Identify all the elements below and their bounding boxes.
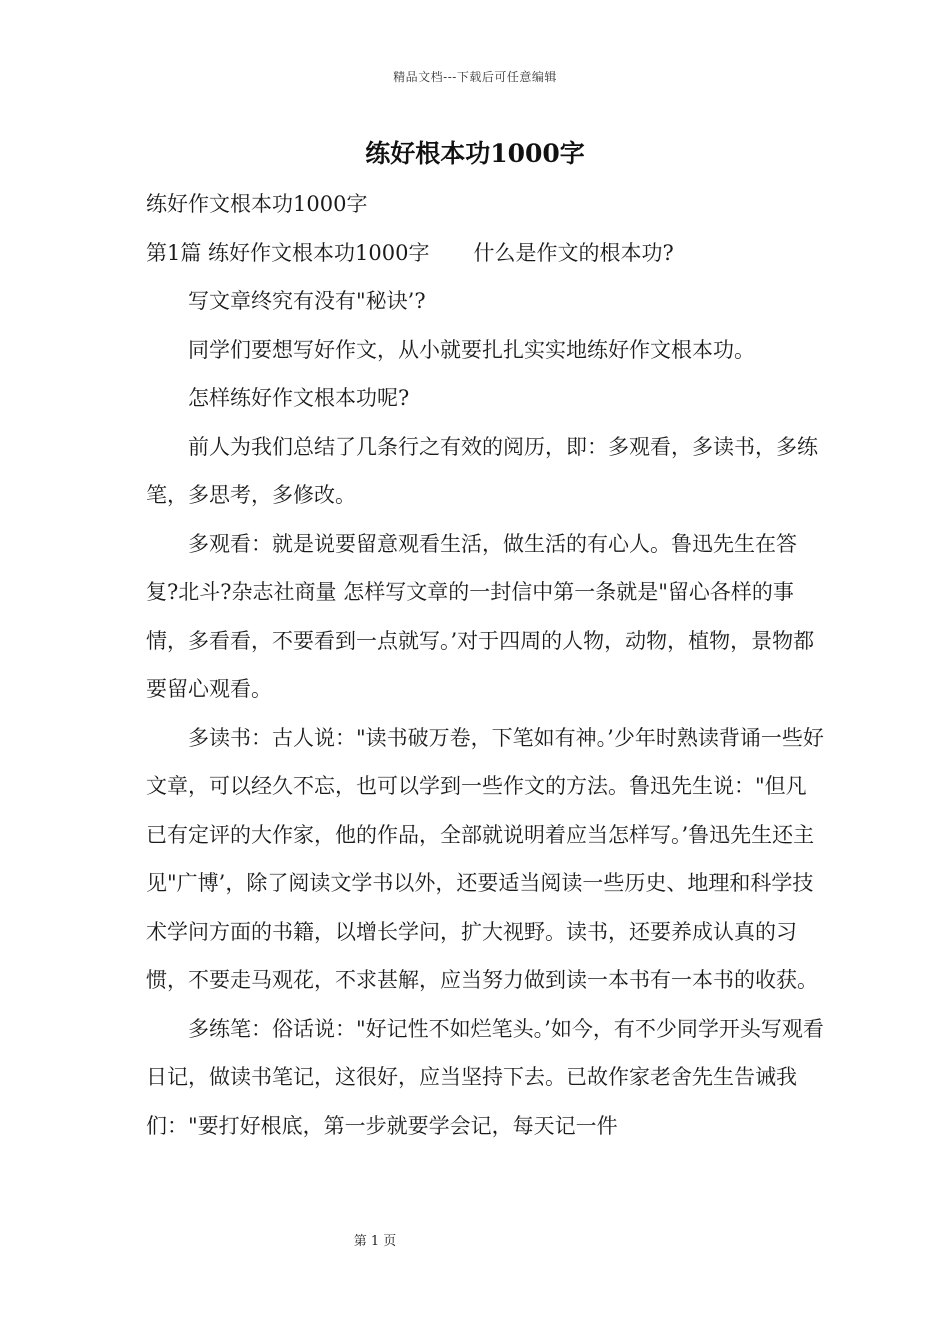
section-heading: 第1篇 练好作文根本功1000字: [146, 240, 430, 265]
section-question: 什么是作文的根本功?: [473, 240, 674, 265]
section-line: [146, 229, 826, 278]
paragraph: 怎样练好作文根本功呢?: [188, 386, 410, 410]
document-body: [146, 180, 826, 1150]
page-number: 第 1 页: [353, 1234, 397, 1249]
paragraph: 写文章终究有没有"秘诀’?: [188, 289, 426, 313]
document-subtitle: 练好作文根本功1000字: [146, 192, 368, 216]
paragraph: 多读书：古人说："读书破万卷，下笔如有神。’少年时熟读背诵一些好文章，可以经久不忘，也可以学到一些作文的方法。鲁迅先生说："但凡已有定评的大作家，他的作品，全部就说明着应当怎样写。’鲁迅先生还主见"广博’，除了阅读文学书以外，还要适当阅读一些历史、地理和科学技术学问方面的书籍，以增长学问，扩大视野。读书，还要养成认真的习惯，不要走马观花，不求甚解，应当努力做到读一本书有一本书的收获。: [146, 725, 824, 992]
document-title: 练好根本功1000字: [365, 139, 585, 168]
paragraph: 同学们要想写好作文，从小就要扎扎实实地练好作文根本功。: [188, 337, 755, 362]
paragraph: 前人为我们总结了几条行之有效的阅历，即：多观看，多读书，多练笔，多思考，多修改。: [146, 434, 818, 507]
paragraph: 多练笔：俗话说："好记性不如烂笔头。’如今，有不少同学开头写观看日记，做读书笔记，这很好，应当坚持下去。已故作家老舍先生告诫我们："要打好根底，第一步就要学会记，每天记一件: [146, 1016, 824, 1138]
paragraph: 多观看：就是说要留意观看生活，做生活的有心人。鲁迅先生在答复?北斗?杂志社商量 怎样写文章的一封信中第一条就是"留心各样的事情，多看看，不要看到一点就写。’对于四周的人物，动物，植物，景物都要留心观看。: [146, 531, 815, 701]
header-note: 精品文档---下载后可任意编辑: [393, 70, 557, 84]
